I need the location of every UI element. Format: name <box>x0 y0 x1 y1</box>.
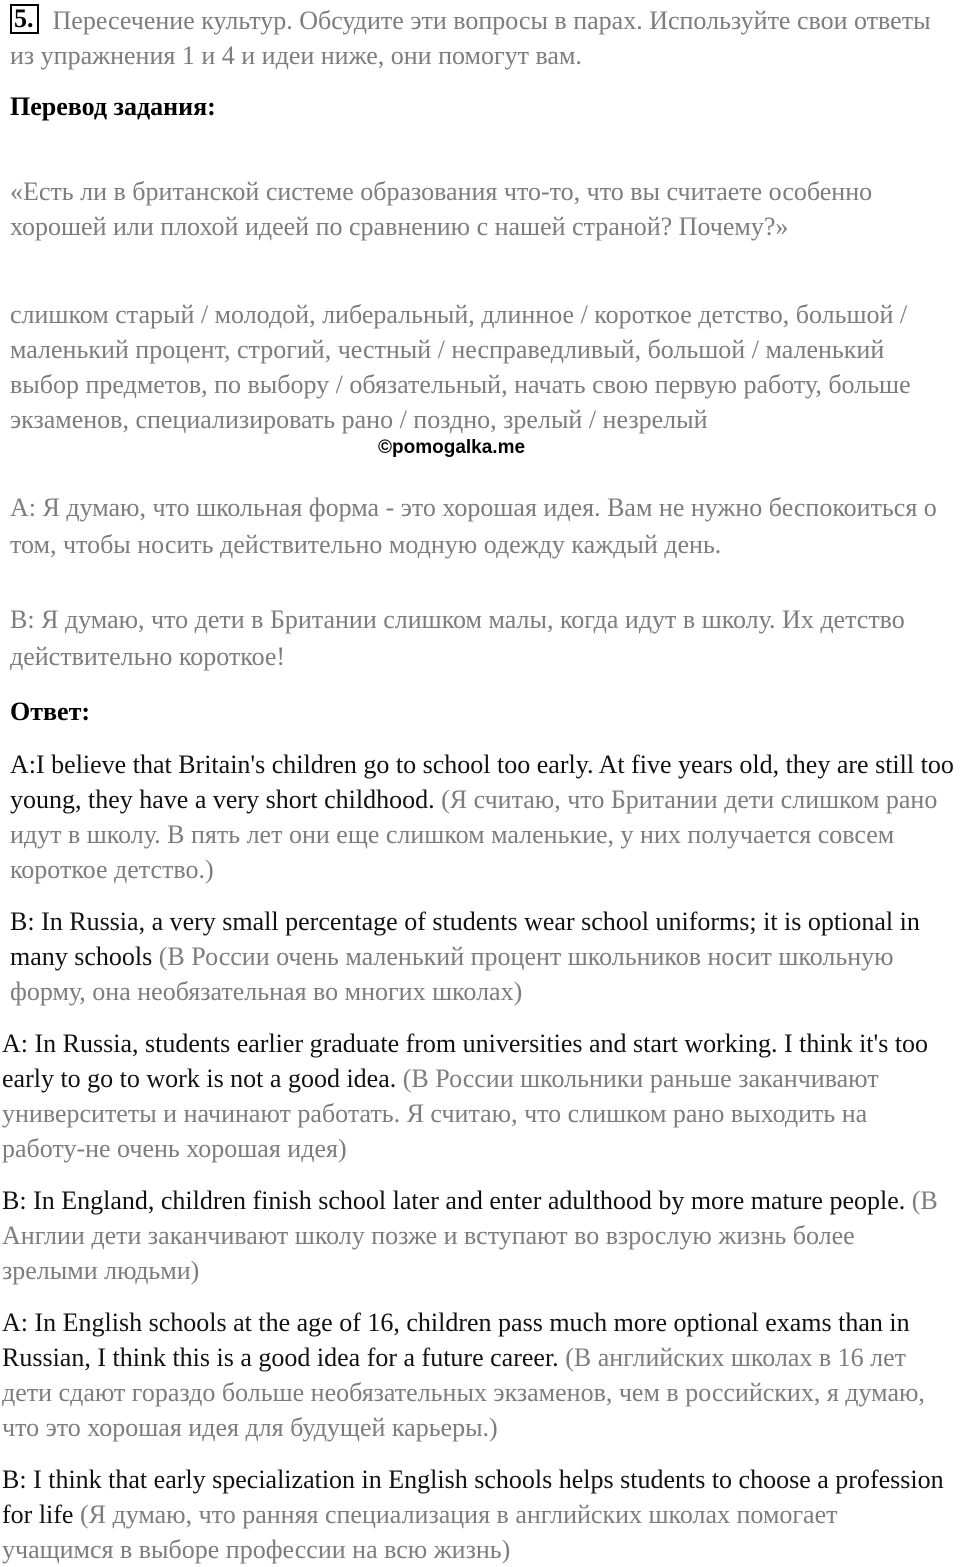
answer-english: B: In England, children finish school later and enter adulthood by more mature people. <box>2 1186 906 1215</box>
answer-english: B: I think that early specialization in English schools helps students to choose a profession for life <box>2 1465 944 1529</box>
watermark: ©pomogalka.me <box>378 437 526 458</box>
example-dialogue-b: B: Я думаю, что дети в Британии слишком малы, когда идут в школу. Их детство действительно короткое! <box>10 605 905 671</box>
answer-russian: (Я думаю, что ранняя специализация в английских школах помогает учащимся в выборе профессии на всю жизнь) <box>2 1500 838 1564</box>
answer-item <box>2 1026 955 1166</box>
translation-heading: Перевод задания: <box>10 92 216 121</box>
answer-english: A: In Russia, students earlier graduate from universities and start working. I think it's too early to go to work is not a good idea. <box>2 1029 929 1093</box>
task-instruction <box>10 3 955 73</box>
example-dialogue-a: A: Я думаю, что школьная форма - это хорошая идея. Вам не нужно беспокоиться о том, чтобы носить действительно модную одежду каждый день. <box>10 493 937 559</box>
translated-question: «Есть ли в британской системе образования что-то, что вы считаете особенно хорошей или плохой идеей по сравнению с нашей страной? Почему?» <box>10 177 873 241</box>
answer-item <box>2 1183 955 1288</box>
answer-english: A: In English schools at the age of 16, children pass much more optional exams than in Russian, I think this is a good idea for a future career. <box>2 1308 910 1372</box>
answer-russian: (В английских школах в 16 лет дети сдают гораздо больше необязательных экзаменов, чем в российских, я думаю, что это хорошая идея для будущей карьеры.) <box>2 1343 925 1442</box>
answer-russian: (В Англии дети заканчивают школу позже и вступают во взрослую жизнь более зрелыми людьми) <box>2 1186 938 1285</box>
answer-item <box>10 747 955 887</box>
answer-english: B: In Russia, a very small percentage of students wear school uniforms; it is optional in many schools <box>10 907 920 971</box>
task-instruction-text: Пересечение культур. Обсудите эти вопросы в парах. Используйте свои ответы из упражнения 1 и 4 и идеи ниже, они помогут вам. <box>10 6 931 70</box>
answer-heading: Ответ: <box>10 697 91 726</box>
answer-russian: (В России очень маленький процент школьников носит школьную форму, она необязательная во многих школах) <box>10 942 894 1006</box>
answer-item <box>10 904 955 1009</box>
answer-russian: (В России школьники раньше заканчивают университеты и начинают работать. Я считаю, что слишком рано выходить на работу-не очень хорошая идея) <box>2 1064 879 1163</box>
ideas-list: слишком старый / молодой, либеральный, длинное / короткое детство, большой / маленький процент, строгий, честный / несправедливый, большой / маленький выбор предметов, по выбору / обязательный, начать свою первую работу, больше экзаменов, специализировать рано / поздно, зрелый / незрелый <box>10 300 911 434</box>
answer-item <box>2 1305 955 1445</box>
answer-russian: (Я считаю, что Британии дети слишком рано идут в школу. В пять лет они еще слишком маленькие, у них получается совсем короткое детство.) <box>10 785 938 884</box>
answer-english: A:I believe that Britain's children go to school too early. At five years old, they are still too young, they have a very short childhood. <box>10 750 954 814</box>
answer-item <box>2 1462 955 1567</box>
task-number: 5. <box>10 4 39 34</box>
